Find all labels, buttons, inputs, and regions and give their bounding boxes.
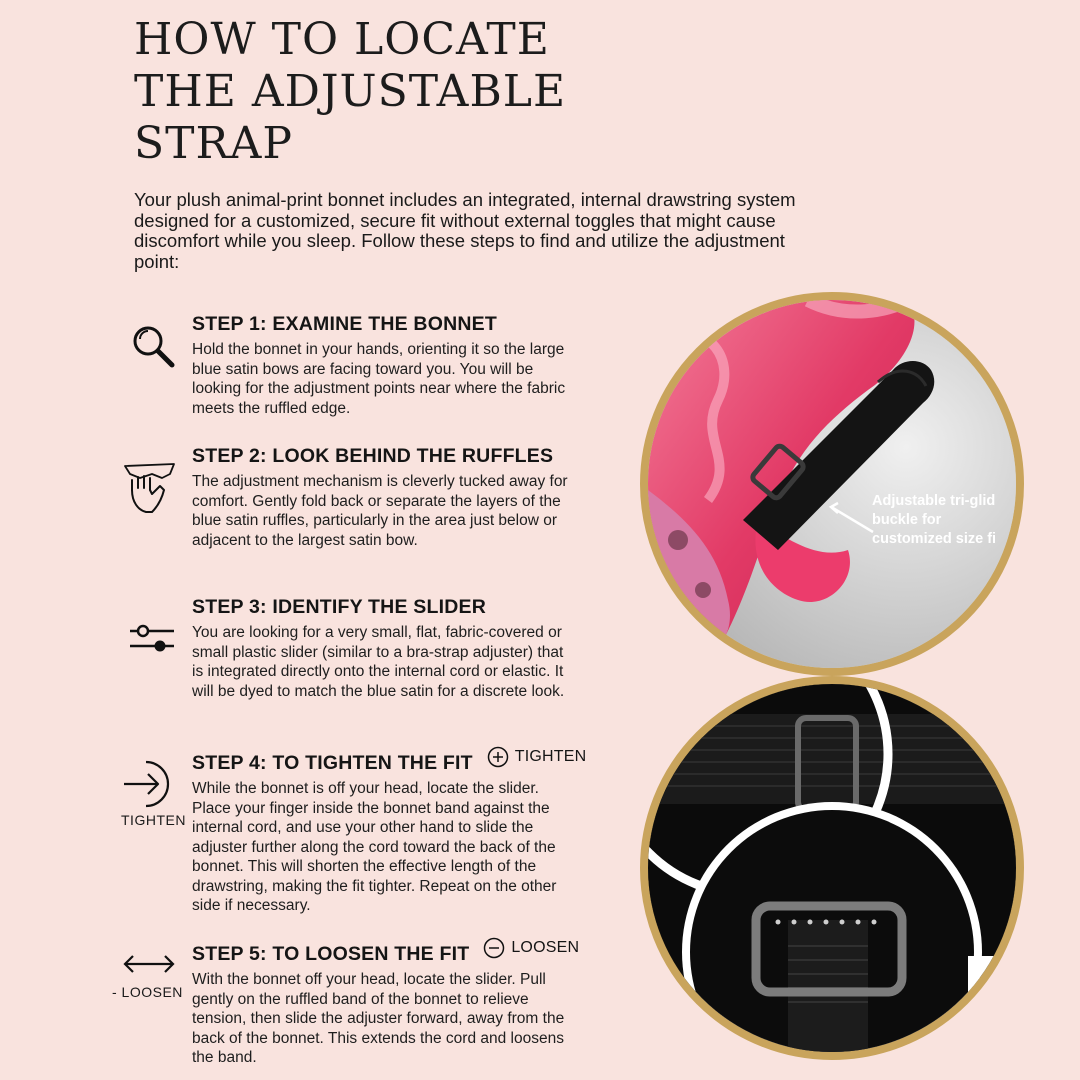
step-5 <box>192 936 580 1068</box>
double-arrow-icon <box>122 952 176 976</box>
minus-circle-icon <box>483 937 505 959</box>
step-4-heading-text: STEP 4: TO TIGHTEN THE FIT <box>192 752 473 774</box>
buckle-detail-photo <box>640 676 1024 1060</box>
step-4-body: While the bonnet is off your head, locate the slider. Place your finger inside the bonnet band against the internal cord, and use your other hand to slide the adjuster further along the cord toward the back of the bonnet. This will shorten the effective length of the drawstring, making the fit tighter. Repeat on the other side if necessary. <box>192 780 557 914</box>
title-line-3: STRAP <box>134 118 293 169</box>
intro-paragraph: Your plush animal-print bonnet includes an integrated, internal drawstring system designed for a customized, secure fit without external toggles that might cause discomfort while you sleep. Follow these steps to find and utilize the adjustment point: <box>134 189 796 272</box>
step-2-body: The adjustment mechanism is cleverly tucked away for comfort. Gently fold back or separate the layers of the blue satin ruffles, particularly in the area just below or adjacent to the largest satin bow. <box>192 473 568 549</box>
step-4-heading <box>192 745 587 775</box>
step-3-heading: STEP 3: IDENTIFY THE SLIDER <box>192 596 486 618</box>
step-1 <box>192 312 572 418</box>
plus-circle-icon <box>487 746 509 768</box>
step-1-body: Hold the bonnet in your hands, orienting it so the large blue satin bows are facing toward you. You will be looking for the adjustment points near where the fabric meets the ruffled edge. <box>192 341 566 417</box>
title-line-1: HOW TO LOCATE <box>134 14 550 65</box>
slider-icon <box>128 622 176 656</box>
step-4-icon-label: TIGHTEN <box>121 812 186 828</box>
title-line-2: THE ADJUSTABLE <box>134 66 567 117</box>
page-title <box>134 14 566 170</box>
step-4 <box>192 745 587 916</box>
strap-closeup-photo <box>640 292 1024 676</box>
tighten-badge-label: TIGHTEN <box>514 748 587 765</box>
buckle-detail-illustration <box>648 684 1016 1052</box>
step-5-heading-text: STEP 5: TO LOOSEN THE FIT <box>192 943 470 965</box>
step-5-heading <box>192 936 580 966</box>
hand-fabric-icon <box>122 460 178 516</box>
step-1-heading: STEP 1: EXAMINE THE BONNET <box>192 313 497 335</box>
step-3 <box>192 595 572 701</box>
magnifier-icon <box>130 323 176 369</box>
step-5-body: With the bonnet off your head, locate the slider. Pull gently on the ruffled band of the bonnet to relieve tension, then slide the adjuster forward, away from the back of the bonnet. This extends the cord and loosens the band. <box>192 971 565 1066</box>
step-2-heading: STEP 2: LOOK BEHIND THE RUFFLES <box>192 445 554 467</box>
strap-closeup-illustration <box>648 300 1016 668</box>
step-2 <box>192 444 572 550</box>
loosen-badge <box>483 936 579 960</box>
loosen-badge-label: LOOSEN <box>511 939 580 956</box>
arrow-into-bracket-icon <box>122 758 174 810</box>
tighten-badge <box>487 745 587 769</box>
step-3-body: You are looking for a very small, flat, fabric-covered or small plastic slider (similar to a bra-strap adjuster) that is integrated directly onto the internal cord or elastic. It will be dyed to match the blue satin for a discrete look. <box>192 624 565 700</box>
buckle-callout: Adjustable tri-glid buckle for customized size fi <box>872 493 997 547</box>
step-5-icon-label: - LOOSEN <box>112 984 183 1000</box>
